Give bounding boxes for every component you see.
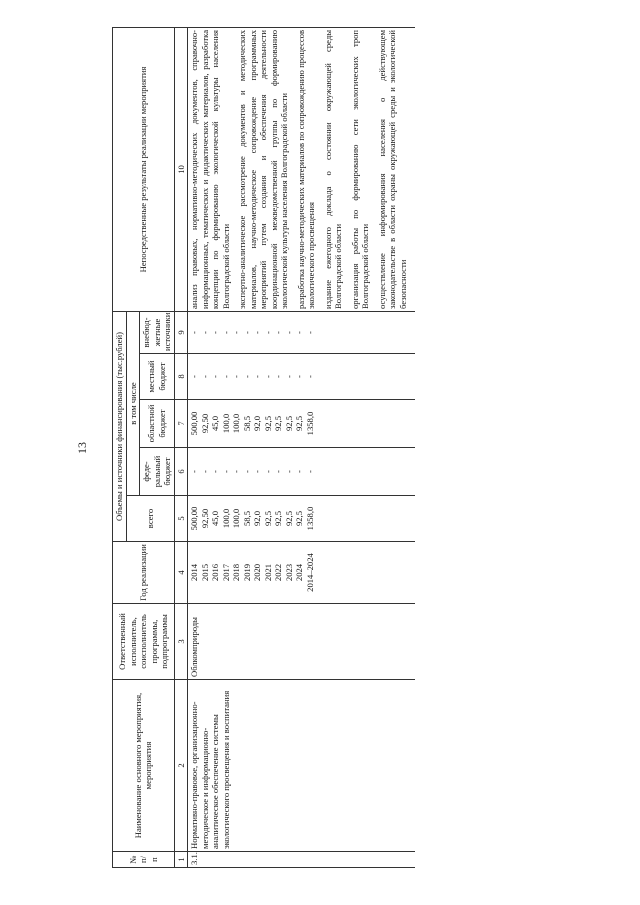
page-number: 13: [75, 442, 89, 454]
row-executor: Облкомприроды: [188, 604, 416, 680]
local-cell: -: [294, 375, 304, 378]
regional-cell: 58,5: [241, 415, 252, 432]
federal-cell: -: [241, 470, 252, 473]
local-cell: -: [199, 375, 210, 378]
col-number: 2: [174, 680, 188, 852]
header-local: местный бюджет: [140, 354, 175, 400]
row-name: Нормативно-правовое, организационно-методическое и информационно-аналитическое обеспечение системы экологического просвещения и воспитания: [188, 680, 416, 852]
total-cell: 92,0: [252, 510, 262, 527]
offbudget-cell: -: [189, 331, 199, 334]
result-paragraph: организация работы по формированию сети экологических троп Волгоградской области: [349, 29, 370, 309]
regional-cell: 1358,0: [304, 411, 315, 436]
offbudget-column: [188, 311, 416, 353]
federal-cell: -: [231, 470, 241, 473]
total-cell: 45,0: [210, 510, 220, 527]
col-number: 8: [174, 354, 188, 400]
result-paragraph: осуществление информирования населения о действующем законодательстве в области охраны окружающей среды и экологической безопасности: [376, 29, 408, 309]
header-executor: Ответственный исполнитель, соисполнитель программы, подпрограммы: [113, 604, 175, 680]
total-cell: 100,0: [231, 508, 241, 529]
federal-cell: -: [273, 470, 283, 473]
total-cell: 92,5: [283, 510, 294, 527]
years-column: [188, 542, 416, 604]
federal-cell: -: [199, 470, 210, 473]
total-cell: 500,00: [189, 506, 199, 531]
header-funding: Объемы и источники финансирования (тыс.рублей): [113, 311, 127, 541]
offbudget-cell: -: [304, 331, 315, 334]
header-federal: феде-ральный бюджет: [140, 448, 175, 496]
col-number: 5: [174, 496, 188, 542]
total-cell: 92,5: [273, 510, 283, 527]
local-cell: -: [304, 375, 315, 378]
regional-cell: 92,5: [273, 415, 283, 432]
col-number: 6: [174, 448, 188, 496]
total-cell: 92,5: [294, 510, 304, 527]
col-number: 1: [174, 852, 188, 868]
federal-cell: -: [294, 470, 304, 473]
col-number: 7: [174, 400, 188, 448]
regional-column: [188, 400, 416, 448]
total-column: [188, 496, 416, 542]
local-cell: -: [210, 375, 220, 378]
year-cell: 2023: [283, 563, 294, 582]
total-cell: 1358,0: [304, 506, 315, 531]
regional-cell: 100,0: [231, 413, 241, 434]
total-cell: 58,5: [241, 510, 252, 527]
federal-cell: -: [262, 470, 273, 473]
header-offbudget: внебюд-жетные источники: [140, 311, 175, 353]
federal-cell: -: [252, 470, 262, 473]
result-paragraph: экспертно-аналитическое рассмотрение документов и методических материалов, научно-методическое сопровождение программных мероприятий путем создания и обеспечения деятельности координационной межведомственной группы по формированию экологической культуры населения Волгоградской области: [237, 29, 289, 309]
offbudget-cell: -: [262, 331, 273, 334]
year-cell: 2020: [252, 563, 262, 582]
year-cell: 2018: [231, 563, 241, 582]
federal-cell: -: [189, 470, 199, 473]
local-cell: -: [283, 375, 294, 378]
offbudget-cell: -: [252, 331, 262, 334]
federal-cell: -: [283, 470, 294, 473]
col-number: 4: [174, 542, 188, 604]
header-including: в том числе: [126, 311, 140, 495]
regional-cell: 92,5: [294, 415, 304, 432]
offbudget-cell: -: [199, 331, 210, 334]
row-num: 3.1.: [188, 852, 416, 868]
regional-cell: 92,0: [252, 415, 262, 432]
year-cell: 2022: [273, 563, 283, 582]
offbudget-cell: -: [273, 331, 283, 334]
local-cell: -: [241, 375, 252, 378]
header-regional: областной бюджет: [140, 400, 175, 448]
total-cell: 100,0: [220, 508, 231, 529]
col-number: 10: [174, 27, 188, 311]
local-cell: -: [231, 375, 241, 378]
local-cell: -: [252, 375, 262, 378]
regional-cell: 500,00: [189, 411, 199, 436]
result-paragraph: издание ежегодного доклада о состоянии окружающей среды Волгоградской области: [322, 29, 343, 309]
year-cell: 2015: [199, 563, 210, 582]
year-cell: 2019: [241, 563, 252, 582]
year-cell: 2021: [262, 563, 273, 582]
total-cell: 92,5: [262, 510, 273, 527]
result-paragraph: разработка научно-методических материалов по сопровождению процессов экологического просвещения: [295, 29, 316, 309]
col-number: 3: [174, 604, 188, 680]
header-total: всего: [126, 496, 174, 542]
regional-cell: 92,5: [262, 415, 273, 432]
federal-column: [188, 448, 416, 496]
offbudget-cell: -: [231, 331, 241, 334]
funding-table: [112, 27, 415, 868]
local-cell: -: [189, 375, 199, 378]
regional-cell: 92,5: [283, 415, 294, 432]
local-cell: -: [273, 375, 283, 378]
offbudget-cell: -: [294, 331, 304, 334]
header-name: Наименование основного мероприятия, мероприятия: [113, 680, 175, 852]
total-cell: 92,50: [199, 508, 210, 529]
header-num: № п/п: [113, 852, 175, 868]
regional-cell: 92,50: [199, 413, 210, 434]
offbudget-cell: -: [210, 331, 220, 334]
header-year: Год реализации: [113, 542, 175, 604]
regional-cell: 100,0: [220, 413, 231, 434]
federal-cell: -: [210, 470, 220, 473]
regional-cell: 45,0: [210, 415, 220, 432]
offbudget-cell: -: [220, 331, 231, 334]
federal-cell: -: [220, 470, 231, 473]
results-column: [188, 27, 416, 311]
year-cell: 2016: [210, 563, 220, 582]
header-results: Непосредственные результаты реализации мероприятия: [113, 27, 175, 311]
local-cell: -: [220, 375, 231, 378]
rotated-page-content: [112, 28, 592, 868]
local-column: [188, 354, 416, 400]
year-cell: 2014: [189, 563, 199, 582]
table-row: [188, 27, 416, 867]
col-number: 9: [174, 311, 188, 353]
local-cell: -: [262, 375, 273, 378]
column-number-row: [174, 27, 188, 867]
offbudget-cell: -: [241, 331, 252, 334]
year-cell: 2014–2024: [304, 553, 315, 592]
federal-cell: -: [304, 470, 315, 473]
year-cell: 2024: [294, 563, 304, 582]
year-cell: 2017: [220, 563, 231, 582]
result-paragraph: анализ правовых, нормативно-методических документов, справочно-информационных, тематических и дидактических материалов, разработка концепции по формированию экологической культуры населения Волгоградской области: [189, 29, 231, 309]
offbudget-cell: -: [283, 331, 294, 334]
